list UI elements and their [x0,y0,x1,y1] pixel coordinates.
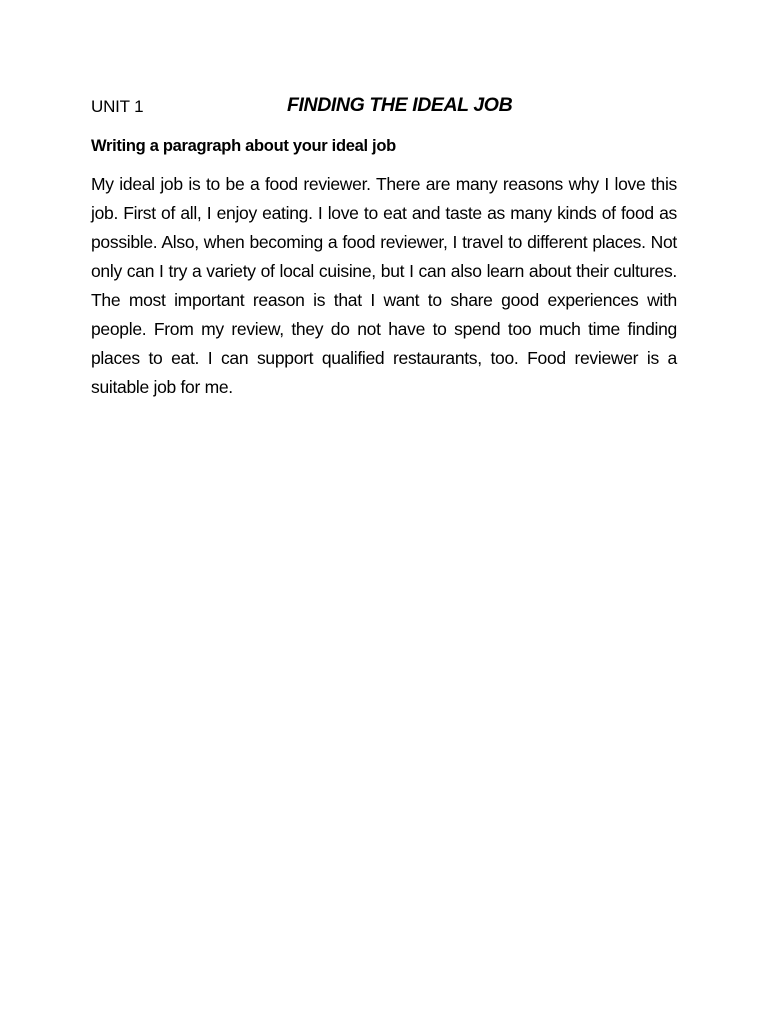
document-content [91,92,677,420]
unit-label: UNIT 1 [91,97,144,116]
section-heading: Writing a paragraph about your ideal job [91,137,396,155]
title-row [91,92,677,122]
body-paragraph: My ideal job is to be a food reviewer. There are many reasons why I love this job. First of all, I enjoy eating. I love to eat and taste as many kinds of food as possible. Also, when becoming a food reviewer, I travel to different places. Not only can I try a variety of local cuisine, but I can also learn about their cultures. The most important reason is that I want to share good experiences with people. From my review, they do not have to spend too much time finding places to eat. I can support qualified restaurants, too. Food reviewer is a suitable job for me. [91,174,677,397]
page-title: FINDING THE IDEAL JOB [287,94,513,116]
